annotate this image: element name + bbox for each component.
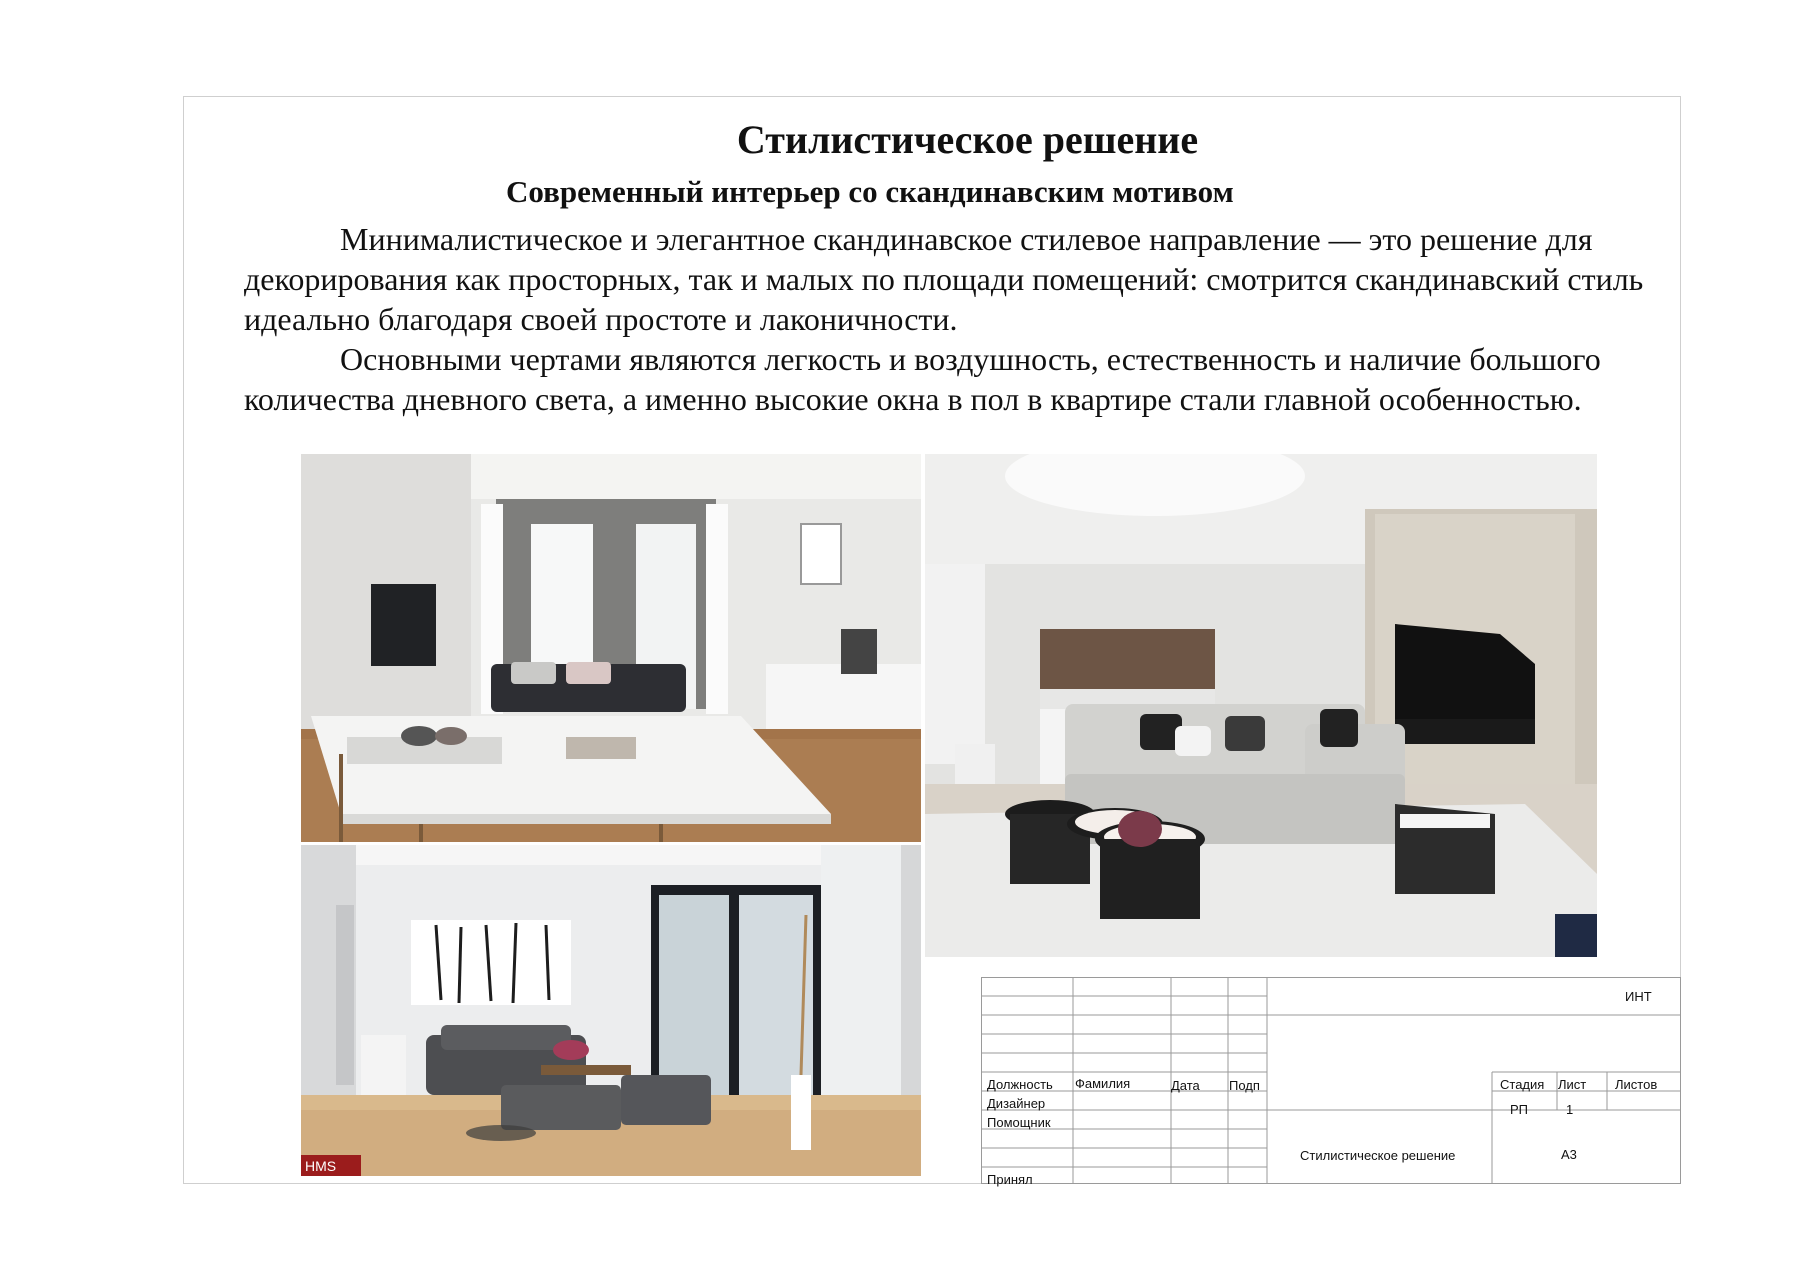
stamp-header-date: Дата xyxy=(1171,1078,1200,1093)
photo-living-dining xyxy=(301,454,921,842)
stamp-role-assistant: Помощник xyxy=(987,1115,1051,1130)
stamp-header-signature: Подп xyxy=(1229,1078,1260,1093)
stamp-code: ИНТ xyxy=(1625,989,1652,1004)
paragraph-2: Основными чертами являются легкость и воздушность, естественность и наличие большого количества дневного света, а именно высокие окна в пол в квартире стали главной особенностью. xyxy=(244,341,1601,417)
paragraph-1: Минималистическое и элегантное скандинавское стилевое направление — это решение для декорирования как просторных, так и малых по площади помещений: смотрится скандинавский стиль идеально благодаря своей простоте и лаконичности. xyxy=(244,221,1644,337)
stamp-header-sheets: Листов xyxy=(1615,1077,1658,1092)
stamp-role-accepted: Принял xyxy=(987,1172,1033,1187)
stamp-format: А3 xyxy=(1561,1147,1577,1162)
stamp-header-position: Должность xyxy=(987,1077,1053,1092)
stamp-role-designer: Дизайнер xyxy=(987,1096,1046,1111)
photo-living-piano xyxy=(925,454,1597,957)
page-subtitle: Современный интерьер со скандинавским мотивом xyxy=(506,174,1234,209)
stamp-header-sheet: Лист xyxy=(1558,1077,1587,1092)
stamp-sheet-value: 1 xyxy=(1566,1102,1574,1117)
stamp-header-stage: Стадия xyxy=(1500,1077,1545,1092)
stamp-drawing-title: Стилистическое решение xyxy=(1300,1148,1456,1163)
photo-living-bright xyxy=(301,845,921,1176)
page-title: Стилистическое решение xyxy=(736,117,1199,162)
stamp-header-surname: Фамилия xyxy=(1075,1076,1131,1091)
hms-watermark: HMS xyxy=(305,1158,337,1174)
stamp-stage-value: РП xyxy=(1510,1102,1529,1117)
